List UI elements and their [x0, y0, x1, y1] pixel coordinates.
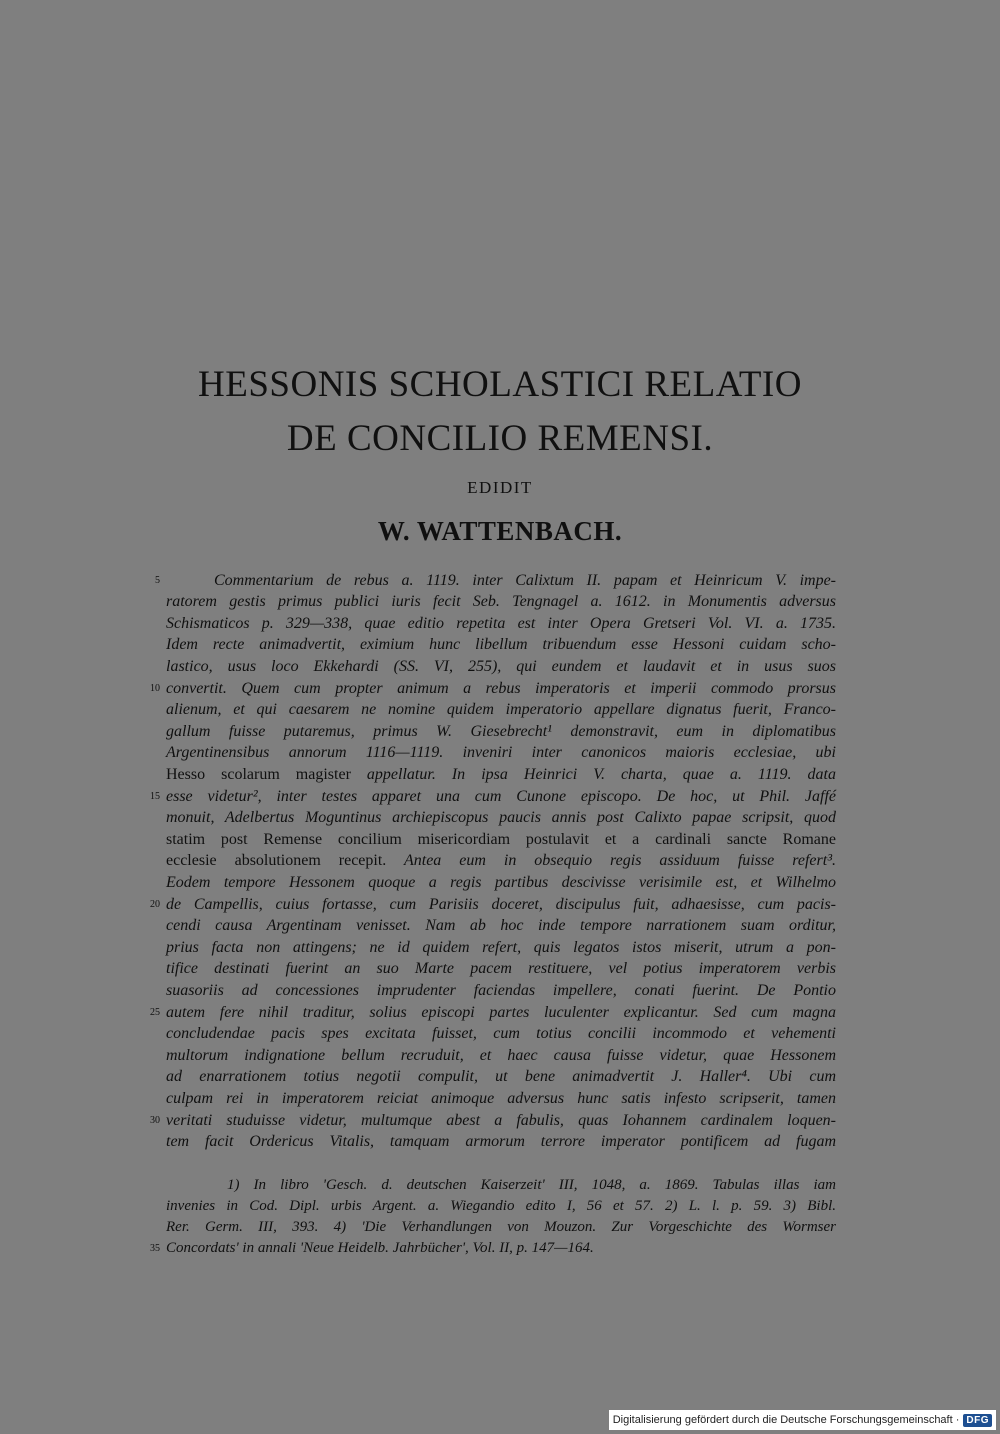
body-line: de Campellis, cuius fortasse, cum Parisiis doceret, discipulus fuit, adhaesisse, cum pacis-	[166, 896, 836, 913]
body-line: suasoriis ad concessiones imprudenter faciendas impellere, conati fuerint. De Pontio	[166, 982, 836, 999]
body-line	[166, 764, 836, 785]
body-line: Idem recte animadvertit, eximium hunc libellum tribuendum esse Hessoni cuidam scho-	[166, 636, 836, 653]
body-line: esse videtur², inter testes apparet una cum Cunone episcopo. De hoc, ut Phil. Jaffé	[166, 788, 836, 805]
editor-name: W. WATTENBACH.	[377, 516, 623, 546]
body-line: Eodem tempore Hessonem quoque a regis partibus descivisse verisimile est, et Wilhelmo	[166, 874, 836, 891]
footnote-line: 1) In libro 'Gesch. d. deutschen Kaiserzeit' III, 1048, a. 1869. Tabulas illas iam	[227, 1177, 836, 1193]
body-line: autem fere nihil traditur, solius episcopi partes luculenter explicantur. Sed cum magna	[166, 1004, 836, 1021]
line-number: 35	[150, 1243, 160, 1254]
body-line: cendi causa Argentinam venisset. Nam ab hoc inde tempore narrationem suam orditur,	[166, 917, 836, 934]
line-number: 15	[150, 791, 160, 802]
body-italic-text: appellatur. In ipsa Heinrici V. charta, quae a. 1119. data	[350, 766, 836, 783]
body-roman-text: Hesso scolarum magister	[166, 766, 351, 783]
edidit-label: EDIDIT	[467, 478, 533, 497]
line-number: 20	[150, 899, 160, 910]
body-line: tifice destinati fuerint an suo Marte pacem restituere, vel potius imperatorem verbis	[166, 960, 836, 977]
title-line-2: DE CONCILIO REMENSI.	[286, 418, 714, 459]
body-line: convertit. Quem cum propter animum a rebus imperatoris et imperii commodo prorsus	[166, 680, 836, 697]
body-line: concludendae pacis spes excitata fuisset, cum totius concilii incommodo et vehementi	[166, 1025, 836, 1042]
footnote-line: Concordats' in annali 'Neue Heidelb. Jahrbücher', Vol. II, p. 147—164.	[166, 1240, 594, 1256]
body-line: ratorem gestis primus publici iuris fecit Seb. Tengnagel a. 1612. in Monumentis adversus	[166, 593, 836, 610]
body-italic-text: Antea eum in obsequio regis assiduum fuisse refert³.	[386, 852, 836, 869]
body-roman-text: ecclesie absolutionem recepit.	[166, 852, 387, 869]
footnote-line: Rer. Germ. III, 393. 4) 'Die Verhandlungen von Mouzon. Zur Vorgeschichte des Wormser	[166, 1219, 836, 1235]
body-line: gallum fuisse putaremus, primus W. Giesebrecht¹ demonstravit, eum in diplomatibus	[166, 723, 836, 740]
line-number: 30	[150, 1115, 160, 1126]
dfg-logo-icon: DFG	[963, 1414, 992, 1427]
line-number: 25	[150, 1007, 160, 1018]
body-line: Schismaticos p. 329—338, quae editio repetita est inter Opera Gretseri Vol. VI. a. 1735.	[166, 615, 836, 632]
footnote-line: invenies in Cod. Dipl. urbis Argent. a. Wiegandio edito I, 56 et 57. 2) L. l. p. 59. 3) Bibl.	[166, 1198, 836, 1214]
body-line: Commentarium de rebus a. 1119. inter Calixtum II. papam et Heinricum V. impe-	[214, 572, 836, 589]
line-number: 10	[150, 683, 160, 694]
funding-footer	[609, 1410, 996, 1430]
body-line: prius facta non attingens; ne id quidem refert, quis legatos istos miserit, utrum a pon-	[166, 939, 836, 956]
body-line: tem facit Ordericus Vitalis, tamquam armorum terrore imperator pontificem ad fugam	[166, 1133, 836, 1150]
body-line: lastico, usus loco Ekkehardi (SS. VI, 255), qui eundem et laudavit et in usus suos	[166, 658, 836, 675]
body-line: culpam rei in imperatorem reiciat animoque adversus hunc satis infesto scripserit, tamen	[166, 1090, 836, 1107]
body-line: veritati studuisse videtur, multumque abest a fabulis, quas Iohannem cardinalem loquen-	[166, 1112, 836, 1129]
body-line: monuit, Adelbertus Moguntinus archiepiscopus paucis annis post Calixto papae scripsit, quod	[166, 809, 836, 826]
line-number: 5	[155, 575, 160, 586]
title-line-1: HESSONIS SCHOLASTICI RELATIO	[198, 364, 802, 405]
body-line: multorum indignatione bellum recruduit, et haec causa fuisse videtur, quae Hessonem	[166, 1047, 836, 1064]
funding-notice: Digitalisierung gefördert durch die Deutsche Forschungsgemeinschaft ·	[612, 1414, 960, 1426]
body-line: ad enarrationem totius negotii compulit, ut bene animadvertit J. Haller⁴. Ubi cum	[166, 1068, 836, 1085]
body-line	[166, 850, 836, 871]
body-line: statim post Remense concilium misericordiam postulavit et a cardinali sancte Romane	[166, 831, 836, 848]
body-line: Argentinensibus annorum 1116—1119. inveniri inter canonicos maioris ecclesiae, ubi	[166, 744, 836, 761]
body-line: alienum, et qui caesarem ne nomine quidem imperatorio appellare dignatus fuerit, Franco-	[166, 701, 836, 718]
